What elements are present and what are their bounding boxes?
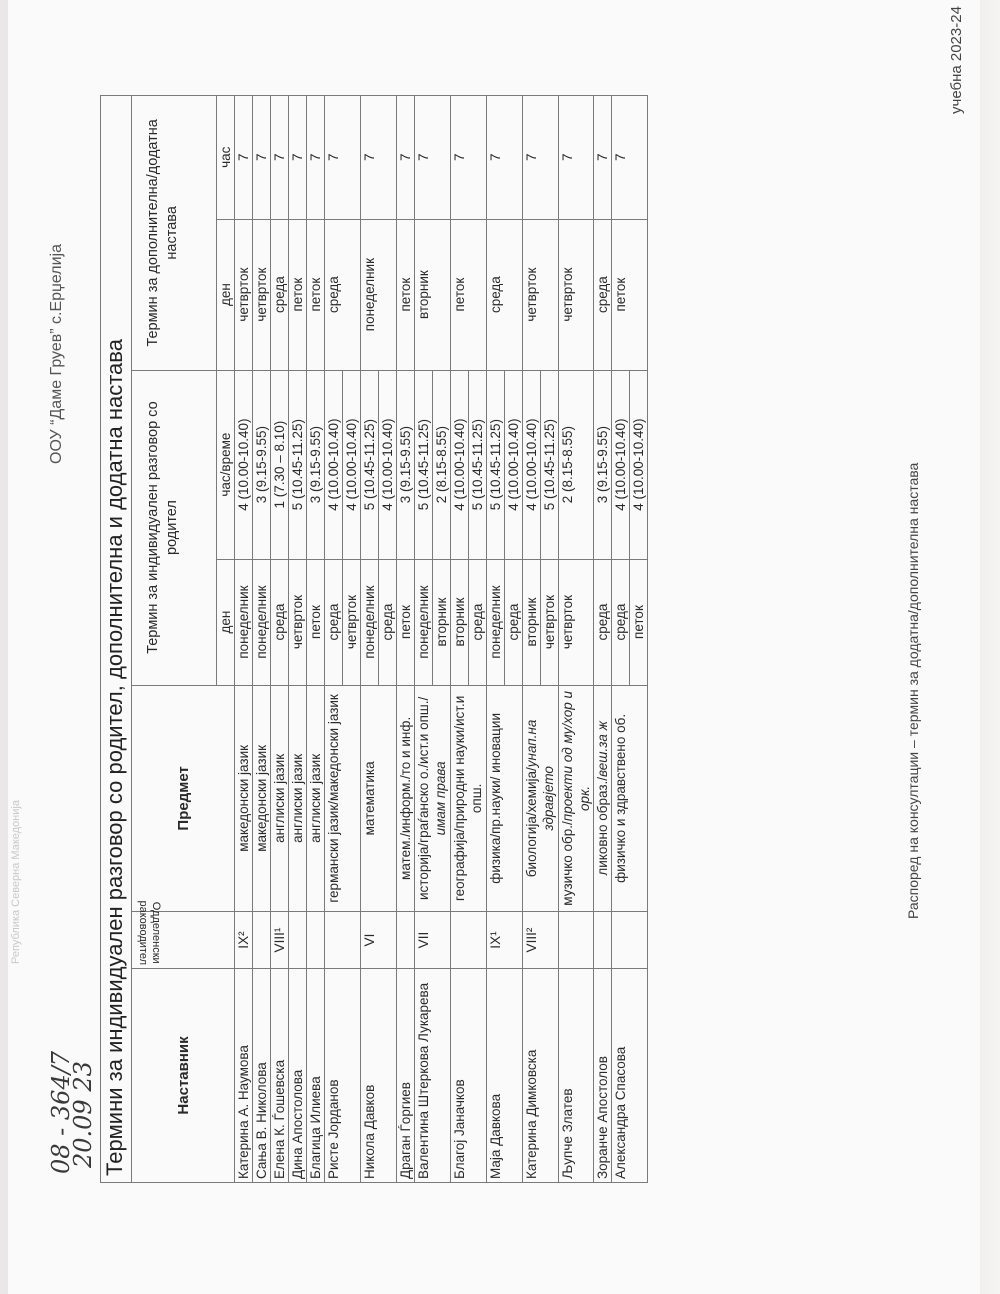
meeting-day: среда [469, 559, 487, 685]
additional-day: четврток [523, 219, 559, 370]
meeting-time: 3 (9.15-9.55) [397, 370, 415, 559]
homeroom-class: IX² [235, 912, 253, 969]
subject-text: историја/граѓанско о./ист.и опш./ [416, 696, 431, 900]
additional-hour: 7 [451, 96, 487, 220]
teacher-name: Катерина Димковска [523, 968, 559, 1182]
additional-day: среда [487, 219, 523, 370]
table-row [559, 96, 594, 1183]
additional-day: четврток [253, 219, 271, 370]
additional-day: вторник [415, 219, 451, 370]
schedule-table [100, 95, 648, 1183]
meeting-time: 4 (10.00-10.40) [379, 370, 397, 559]
additional-day: понеделник [361, 219, 397, 370]
meeting-day: петок [397, 559, 415, 685]
subject-text: музичко обр./ [560, 821, 575, 906]
subject-text: англиски јазик [272, 753, 287, 843]
homeroom-class [253, 912, 271, 969]
homeroom-class [289, 912, 307, 969]
meeting-day: среда [325, 559, 343, 685]
meeting-day: понеделник [235, 559, 253, 685]
table-row [397, 96, 415, 1183]
table-row [415, 96, 433, 1183]
additional-hour: 7 [361, 96, 397, 220]
subject-text: англиски јазик [308, 753, 323, 843]
meeting-day: четврток [541, 559, 559, 685]
page-footer: Распоред на консултации – термин за додатна/дополнителна настава [905, 462, 921, 919]
homeroom-class [307, 912, 325, 969]
meeting-day: среда [505, 559, 523, 685]
additional-hour: 7 [253, 96, 271, 220]
homeroom-class: VIII¹ [271, 912, 289, 969]
subject [307, 685, 325, 912]
subject-text: македонски јазик [254, 744, 269, 852]
additional-hour: 7 [397, 96, 415, 220]
subject [451, 685, 487, 912]
meeting-day: среда [379, 559, 397, 685]
meeting-day: вторник [523, 559, 541, 685]
additional-hour: 7 [307, 96, 325, 220]
teacher-name: Катерина А. Наумова [235, 968, 253, 1182]
meeting-time: 3 (9.15-9.55) [307, 370, 325, 559]
additional-hour: 7 [271, 96, 289, 220]
meeting-day: среда [612, 559, 630, 685]
subject-text: англиски јазик [290, 753, 305, 843]
meeting-day: понеделник [487, 559, 505, 685]
meeting-time: 4 (10.00-10.40) [612, 370, 630, 559]
subject-text: физичко и здравствено об. [613, 713, 628, 883]
meeting-day: вторник [433, 559, 451, 685]
subject [487, 685, 523, 912]
schedule-body [235, 96, 648, 1183]
meeting-time: 3 (9.15-9.55) [594, 370, 612, 559]
meeting-day: понеделник [415, 559, 433, 685]
meeting-time: 4 (10.00-10.40) [235, 370, 253, 559]
teacher-name: Благица Илиева [307, 968, 325, 1182]
teacher-name: Благој Јаначков [451, 968, 487, 1182]
teacher-name: Валентина Штеркова Лукарева [415, 968, 451, 1182]
stamp-number: 08 - 364/7 [47, 1050, 75, 1174]
additional-hour: 7 [415, 96, 451, 220]
col-header-hour: час [217, 96, 235, 220]
homeroom-class [612, 912, 648, 969]
teacher-name: Зоранче Апостолов [594, 968, 612, 1182]
col-header-hour-time: час/време [217, 370, 235, 559]
subject [612, 685, 648, 912]
meeting-time: 5 (10.45-11.25) [469, 370, 487, 559]
registration-stamp [47, 1050, 97, 1174]
homeroom-class: VII [415, 912, 451, 969]
teacher-name: Маја Давкова [487, 968, 523, 1182]
faint-stamp-text: Република Северна Македонија [10, 800, 22, 964]
homeroom-class: VI [361, 912, 397, 969]
meeting-day: вторник [451, 559, 469, 685]
homeroom-class [325, 912, 361, 969]
subject-text: биологија/хемија/ [524, 767, 539, 878]
teacher-name: Ристе Јорданов [325, 968, 361, 1182]
table-row [451, 96, 469, 1183]
additional-hour: 7 [487, 96, 523, 220]
table-row [253, 96, 271, 1183]
additional-day: среда [271, 219, 289, 370]
meeting-time: 2 (8.15-8.55) [433, 370, 451, 559]
subject-italic-text: имам права [433, 761, 448, 836]
table-row [361, 96, 379, 1183]
meeting-day: петок [630, 559, 648, 685]
homeroom-class [559, 912, 594, 969]
teacher-name: Драган Ѓоргиев [397, 968, 415, 1182]
meeting-day: понеделник [253, 559, 271, 685]
homeroom-class: VIII² [523, 912, 559, 969]
homeroom-class [451, 912, 487, 969]
additional-hour: 7 [235, 96, 253, 220]
additional-day: петок [612, 219, 648, 370]
subject [253, 685, 271, 912]
col-header-subject: Предмет [132, 685, 235, 912]
meeting-time: 2 (8.15-8.55) [559, 370, 594, 559]
additional-day: петок [397, 219, 415, 370]
subject [271, 685, 289, 912]
teacher-name: Дина Апостолова [289, 968, 307, 1182]
meeting-day: четврток [559, 559, 594, 685]
homeroom-class [594, 912, 612, 969]
subject [559, 685, 594, 912]
meeting-day: четврток [343, 559, 361, 685]
teacher-name: Никола Давков [361, 968, 397, 1182]
col-header-day-additional: ден [217, 219, 235, 370]
additional-day: петок [451, 219, 487, 370]
stamp-date: 20.09 23 [69, 1061, 97, 1168]
additional-hour: 7 [523, 96, 559, 220]
teacher-name: Љупче Златев [559, 968, 594, 1182]
table-row [307, 96, 325, 1183]
table-row [271, 96, 289, 1183]
subject-text: физика/пр.науки/ иновации [488, 712, 503, 884]
subject-text: географија/природни науки/ист.и опш. [452, 695, 484, 901]
teacher-name: Сања В. Николова [253, 968, 271, 1182]
meeting-time: 5 (10.45-11.25) [289, 370, 307, 559]
subject [594, 685, 612, 912]
table-row [487, 96, 505, 1183]
meeting-time: 3 (9.15-9.55) [253, 370, 271, 559]
meeting-day: четврток [289, 559, 307, 685]
subject-italic-text: проекти од му/хор и орк. [560, 691, 592, 822]
meeting-time: 5 (10.45-11.25) [541, 370, 559, 559]
subject [361, 685, 397, 912]
meeting-day: среда [271, 559, 289, 685]
col-header-parent-meeting: Термин за индивидуален разговор со родител [132, 370, 217, 685]
subject [397, 685, 415, 912]
meeting-day: среда [594, 559, 612, 685]
table-row [612, 96, 630, 1183]
col-header-teacher: Наставник [132, 968, 235, 1182]
meeting-time: 4 (10.00-10.40) [630, 370, 648, 559]
additional-day: четврток [235, 219, 253, 370]
meeting-time: 1 (7.30 – 8.10) [271, 370, 289, 559]
additional-day: петок [289, 219, 307, 370]
additional-hour: 7 [325, 96, 361, 220]
subject-text: матем./информ./то и инф. [398, 716, 413, 880]
additional-day: среда [594, 219, 612, 370]
teacher-name: Елена К. Ѓошевска [271, 968, 289, 1182]
meeting-time: 4 (10.00-10.40) [343, 370, 361, 559]
meeting-day: петок [307, 559, 325, 685]
subject [289, 685, 307, 912]
additional-hour: 7 [559, 96, 594, 220]
school-name: ООУ “Даме Груев” с.Ерџелија [48, 244, 65, 464]
col-header-additional: Термин за дополнителна/додатна настава [132, 96, 217, 371]
meeting-time: 4 (10.00-10.40) [523, 370, 541, 559]
meeting-time: 5 (10.45-11.25) [487, 370, 505, 559]
subject-text: германски јазик/македонски јазик [326, 694, 341, 903]
homeroom-class: IX¹ [487, 912, 523, 969]
meeting-time: 4 (10.00-10.40) [325, 370, 343, 559]
meeting-time: 5 (10.45-11.25) [415, 370, 433, 559]
subject [235, 685, 253, 912]
subject-italic-text: веш.за ж [595, 721, 610, 777]
subject [523, 685, 559, 912]
subject [415, 685, 451, 912]
subject-text: ликовно образ./ [595, 776, 610, 876]
meeting-time: 4 (10.00-10.40) [505, 370, 523, 559]
school-year: учебна 2023-24 [948, 6, 965, 114]
subject-text: математика [362, 761, 377, 836]
table-row [235, 96, 253, 1183]
subject-italic-text: унап.на здравјето [524, 719, 556, 831]
meeting-time: 4 (10.00-10.40) [451, 370, 469, 559]
col-header-day: ден [217, 559, 235, 685]
additional-day: четврток [559, 219, 594, 370]
table-row [289, 96, 307, 1183]
table-row [325, 96, 343, 1183]
additional-hour: 7 [612, 96, 648, 220]
homeroom-class [397, 912, 415, 969]
meeting-time: 5 (10.45-11.25) [361, 370, 379, 559]
subject-text: македонски јазик [236, 744, 251, 852]
subject [325, 685, 361, 912]
additional-day: петок [307, 219, 325, 370]
table-row [523, 96, 541, 1183]
meeting-day: понеделник [361, 559, 379, 685]
col-header-homeroom-text: Одделенски раководител [137, 900, 162, 965]
table-row [594, 96, 612, 1183]
col-header-homeroom [132, 900, 235, 969]
additional-day: среда [325, 219, 361, 370]
additional-hour: 7 [594, 96, 612, 220]
additional-hour: 7 [289, 96, 307, 220]
teacher-name: Александра Спасова [612, 968, 648, 1182]
document-title: Термини за индивидуален разговор со родител, дополнителна и додатна настава [101, 96, 132, 1183]
